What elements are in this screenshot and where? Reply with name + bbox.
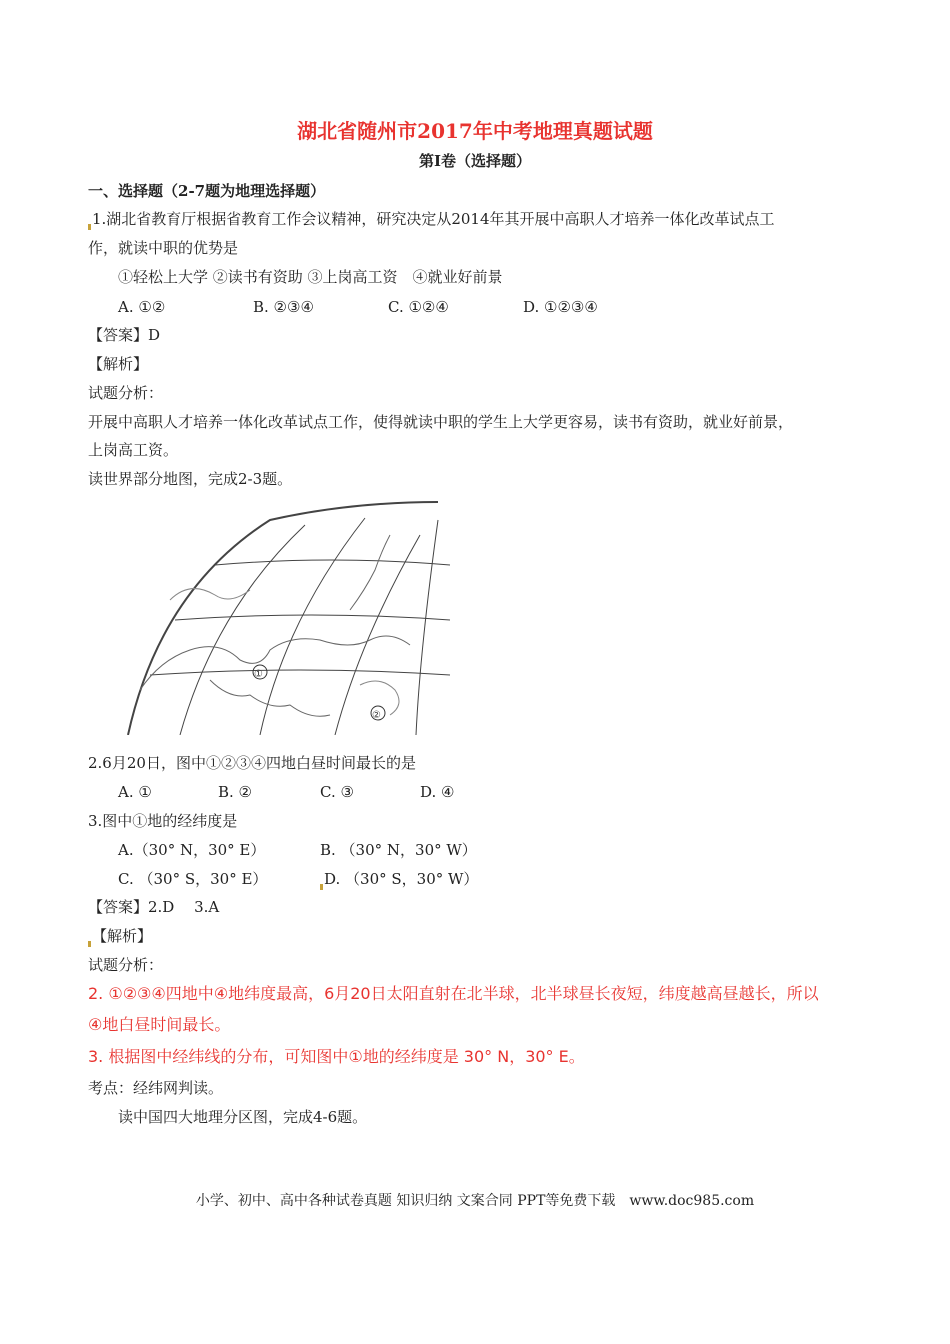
q2-option-d: D. ④ bbox=[420, 783, 455, 801]
globe-edge bbox=[128, 502, 438, 735]
q3-option-c: C. （30° S，30° E） bbox=[118, 870, 268, 888]
q1-answer: 【答案】D bbox=[88, 326, 161, 344]
map-intro: 读世界部分地图，完成2-3题。 bbox=[88, 470, 293, 488]
world-map-figure bbox=[120, 500, 455, 735]
q3-stem: 3.图中①地的经纬度是 bbox=[88, 812, 238, 830]
parallel-line bbox=[150, 670, 450, 675]
q1-option-c: C. ①②④ bbox=[388, 298, 449, 316]
coastline bbox=[170, 589, 250, 600]
meridian-line bbox=[416, 520, 438, 735]
q2-option-b: B. ② bbox=[218, 783, 253, 801]
map-label-1: ① bbox=[254, 669, 263, 680]
edit-mark-icon bbox=[320, 884, 323, 890]
q3-option-d bbox=[320, 868, 478, 890]
q1-stem-line2: 作，就读中职的优势是 bbox=[88, 239, 239, 257]
page-footer: 小学、初中、高中各种试卷真题 知识归纳 文案合同 PPT等免费下载 www.doc985.com bbox=[195, 1193, 755, 1209]
q2-stem: 2.6月20日，图中①②③④四地白昼时间最长的是 bbox=[88, 754, 416, 772]
page-title: 湖北省随州市2017年中考地理真题试题 bbox=[297, 119, 653, 143]
q1-analysis-line2: 上岗高工资。 bbox=[88, 441, 179, 459]
map-label-2: ② bbox=[372, 710, 381, 721]
analysis-red-line2: ④地白昼时间最长。 bbox=[88, 1015, 231, 1034]
analysis-red-line3: 3. 根据图中经纬线的分布，可知图中①地的经纬度是 30° N，30° E。 bbox=[88, 1047, 585, 1066]
meridian-line bbox=[335, 535, 420, 735]
q3-option-d-text: D. （30° S，30° W） bbox=[324, 870, 479, 888]
q1-option-b: B. ②③④ bbox=[253, 298, 314, 316]
q2-option-a: A. ① bbox=[118, 783, 152, 801]
q2-option-c: C. ③ bbox=[320, 783, 354, 801]
analysis-label-2-3 bbox=[88, 925, 152, 947]
q3-option-a: A.（30° N，30° E） bbox=[118, 841, 266, 859]
q1-stem-line1 bbox=[88, 208, 775, 230]
section-heading: 一、选择题（2-7题为地理选择题） bbox=[88, 182, 326, 200]
analysis-label-text: 【解析】 bbox=[92, 927, 153, 945]
q1-analysis-title: 试题分析： bbox=[88, 384, 164, 402]
q1-analysis-line1: 开展中高职人才培养一体化改革试点工作，使得就读中职的学生上大学更容易，读书有资助，就业好前景， bbox=[88, 413, 794, 431]
analysis-red-line1: 2. ①②③④四地中④地纬度最高，6月20日太阳直射在北半球，北半球昼长夜短，纬度越高昼越长，所以 bbox=[88, 984, 819, 1003]
edit-mark-icon bbox=[88, 224, 91, 230]
q1-option-d: D. ①②③④ bbox=[523, 298, 598, 316]
coastline bbox=[350, 535, 390, 610]
q1-analysis-label: 【解析】 bbox=[88, 355, 149, 373]
q1-option-a: A. ①② bbox=[118, 298, 166, 316]
edit-mark-icon bbox=[88, 941, 91, 947]
section-subtitle: 第Ⅰ卷（选择题） bbox=[418, 152, 532, 170]
meridian-line bbox=[180, 525, 305, 735]
q3-option-b: B. （30° N，30° W） bbox=[320, 841, 477, 859]
q1-items: ①轻松上大学 ②读书有资助 ③上岗高工资 ④就业好前景 bbox=[118, 268, 503, 286]
q1-stem-text: 1.湖北省教育厅根据省教育工作会议精神，研究决定从2014年其开展中高职人才培养一体化改革试点工 bbox=[92, 210, 775, 228]
analysis-title-2-3: 试题分析： bbox=[88, 956, 164, 974]
parallel-line bbox=[175, 615, 450, 620]
next-intro: 读中国四大地理分区图，完成4-6题。 bbox=[118, 1108, 368, 1126]
kaodian: 考点：经纬网判读。 bbox=[88, 1079, 224, 1097]
answer-2-3: 【答案】2.D 3.A bbox=[88, 898, 220, 916]
meridian-line bbox=[260, 518, 365, 735]
